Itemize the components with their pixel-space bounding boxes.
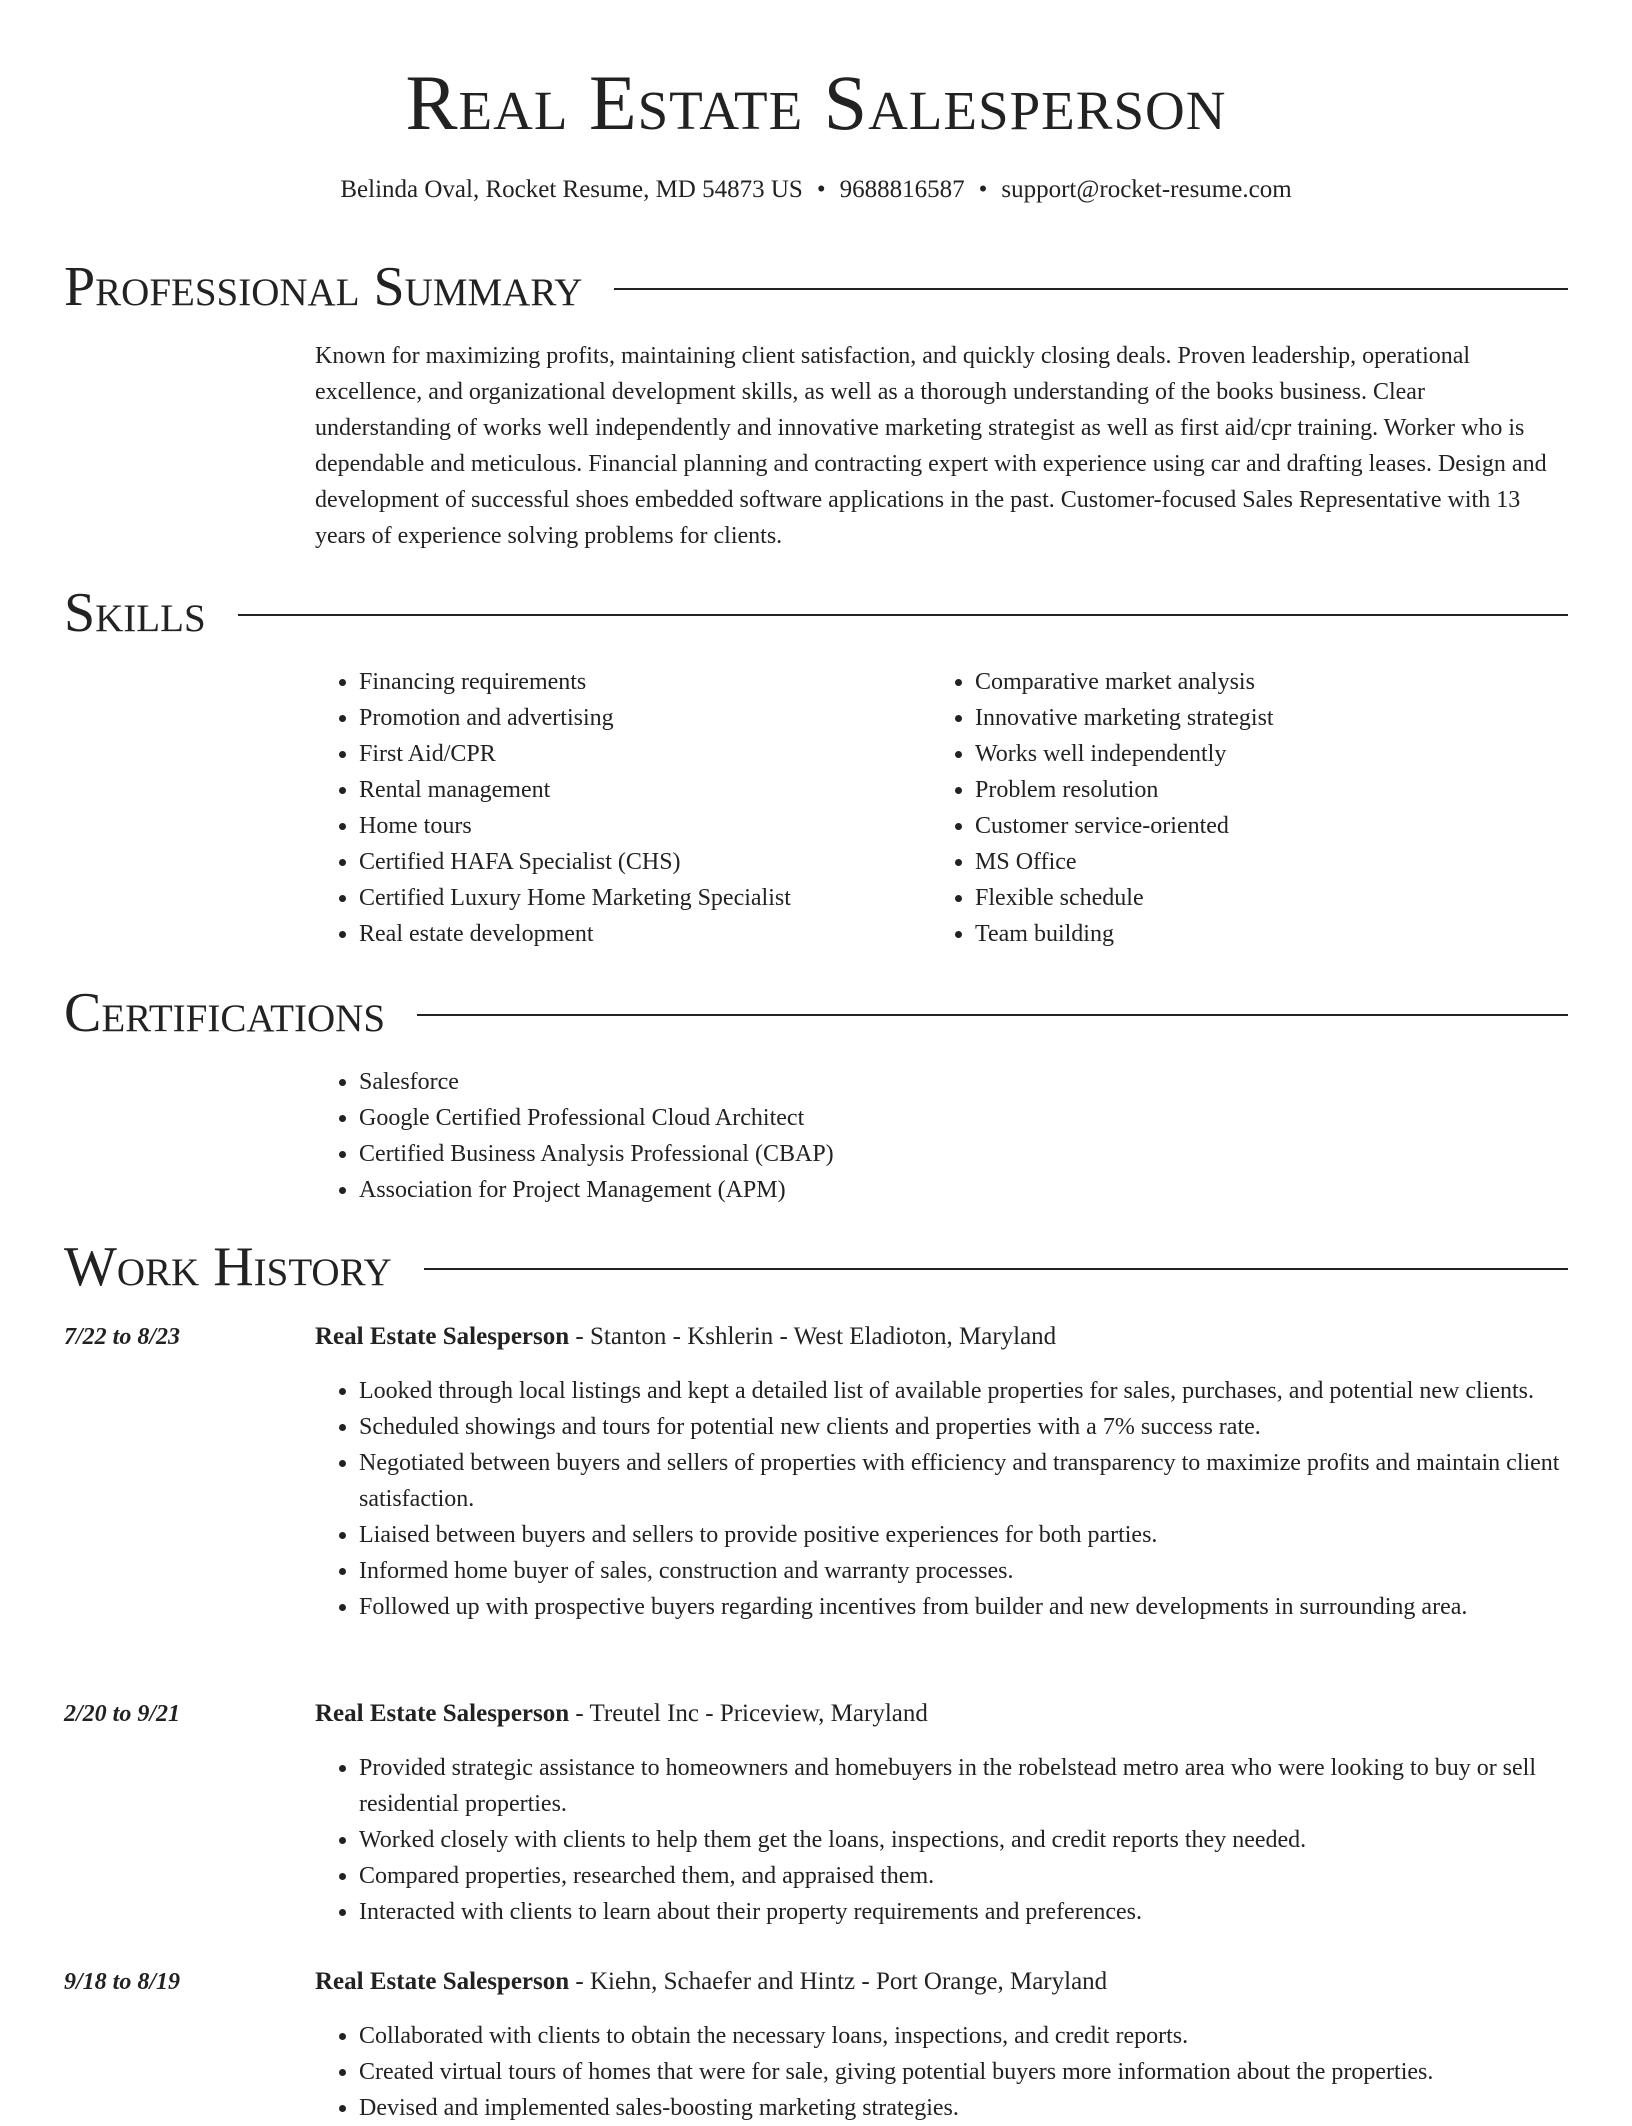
job-headline: [315, 1321, 1565, 1353]
job-duty: • Looked through local listings and kept a detailed list of available properties for sales, purchases, and potential new clients.: [359, 1373, 1565, 1409]
skill-item: • Team building: [975, 916, 1531, 952]
skill-item: • Comparative market analysis: [975, 664, 1531, 700]
contact-phone: 9688816587: [839, 176, 965, 203]
skill-item: • First Aid/CPR: [359, 736, 915, 772]
skill-item: • Financing requirements: [359, 664, 915, 700]
job-duty: • Devised and implemented sales-boosting marketing strategies.: [359, 2090, 1565, 2126]
skill-item: • Home tours: [359, 808, 915, 844]
job-role: Real Estate Salesperson: [315, 1968, 570, 1995]
resume-title: Real Estate Salesperson: [405, 59, 1227, 146]
job-headline: [315, 1966, 1565, 1998]
job-duty: • Followed up with prospective buyers regarding incentives from builder and new developments in surrounding area.: [359, 1589, 1565, 1625]
job-duty: • Collaborated with clients to obtain the necessary loans, inspections, and credit reports.: [359, 2018, 1565, 2054]
skill-item: • Works well independently: [975, 736, 1531, 772]
section-divider: [424, 1268, 1568, 1270]
contact-line: [0, 174, 1632, 206]
section-divider: [614, 288, 1568, 290]
skill-item: • Certified Luxury Home Marketing Specialist: [359, 880, 915, 916]
job-dates: 2/20 to 9/21: [64, 1701, 181, 1727]
job-duties: [315, 1373, 1565, 1625]
certification-item: • Certified Business Analysis Professional (CBAP): [359, 1136, 1515, 1172]
skill-item: • Flexible schedule: [975, 880, 1531, 916]
job-dates: 9/18 to 8/19: [64, 1969, 181, 1995]
summary-text: Known for maximizing profits, maintaining client satisfaction, and quickly closing deals. Proven leadership, operational excellence, and organizational development skills, as well as a thorough understanding of the books business. Clear understanding of works well independently and innovative marketing strategist as well as first aid/cpr training. Worker who is dependable and meticulous. Financial planning and contracting expert with experience using car and drafting leases. Design and development of successful shoes embedded software applications in the past. Customer-focused Sales Representative with 13 years of experience solving problems for clients.: [315, 343, 1547, 549]
job-role: Real Estate Salesperson: [315, 1700, 570, 1727]
section-divider: [417, 1014, 1568, 1016]
contact-separator: •: [978, 176, 988, 203]
job-duty: • Liaised between buyers and sellers to provide positive experiences for both parties.: [359, 1517, 1565, 1553]
job-employer: - Treutel Inc - Priceview, Maryland: [569, 1700, 928, 1727]
contact-separator: •: [816, 176, 826, 203]
skill-item: • Customer service-oriented: [975, 808, 1531, 844]
skill-item: • Innovative marketing strategist: [975, 700, 1531, 736]
job-duty: • Compared properties, researched them, and appraised them.: [359, 1858, 1565, 1894]
skill-item: • Promotion and advertising: [359, 700, 915, 736]
summary-title: Professional Summary: [64, 256, 583, 318]
certification-item: • Salesforce: [359, 1064, 1515, 1100]
job-duties: [315, 1750, 1565, 1930]
job-dates: 7/22 to 8/23: [64, 1324, 181, 1350]
skills-heading: [64, 582, 1568, 644]
job-duty: • Negotiated between buyers and sellers of properties with efficiency and transparency to maximize profits and maintain client satisfaction.: [359, 1445, 1565, 1517]
job-duties: [315, 2018, 1565, 2126]
job-duty: • Informed home buyer of sales, construction and warranty processes.: [359, 1553, 1565, 1589]
work-history-heading: [64, 1236, 1568, 1298]
job-headline: [315, 1698, 1565, 1730]
skill-item: • Real estate development: [359, 916, 915, 952]
work-history-title: Work History: [64, 1236, 392, 1298]
job-duty: • Interacted with clients to learn about their property requirements and preferences.: [359, 1894, 1565, 1930]
job-duty: • Provided strategic assistance to homeowners and homebuyers in the robelstead metro area who were looking to buy or sell residential properties.: [359, 1750, 1565, 1822]
certification-item: • Association for Project Management (APM): [359, 1172, 1515, 1208]
summary-heading: [64, 256, 1568, 318]
job-duty: • Scheduled showings and tours for potential new clients and properties with a 7% success rate.: [359, 1409, 1565, 1445]
job-duty: • Created virtual tours of homes that were for sale, giving potential buyers more information about the properties.: [359, 2054, 1565, 2090]
skills-title: Skills: [64, 582, 206, 644]
contact-email: support@rocket-resume.com: [1001, 176, 1292, 203]
skill-item: • MS Office: [975, 844, 1531, 880]
skills-column-right: [931, 664, 1531, 952]
skill-item: • Rental management: [359, 772, 915, 808]
certifications-heading: [64, 982, 1568, 1044]
skill-item: • Certified HAFA Specialist (CHS): [359, 844, 915, 880]
job-role: Real Estate Salesperson: [315, 1323, 570, 1350]
certifications-list: [315, 1064, 1515, 1208]
job-employer: - Stanton - Kshlerin - West Eladioton, Maryland: [569, 1323, 1057, 1350]
certifications-title: Certifications: [64, 982, 386, 1044]
skills-column-left: [315, 664, 915, 952]
skill-item: • Problem resolution: [975, 772, 1531, 808]
section-divider: [238, 614, 1568, 616]
contact-address: Belinda Oval, Rocket Resume, MD 54873 US: [340, 176, 803, 203]
job-duty: • Worked closely with clients to help them get the loans, inspections, and credit reports they needed.: [359, 1822, 1565, 1858]
job-employer: - Kiehn, Schaefer and Hintz - Port Orange, Maryland: [569, 1968, 1108, 1995]
certification-item: • Google Certified Professional Cloud Architect: [359, 1100, 1515, 1136]
